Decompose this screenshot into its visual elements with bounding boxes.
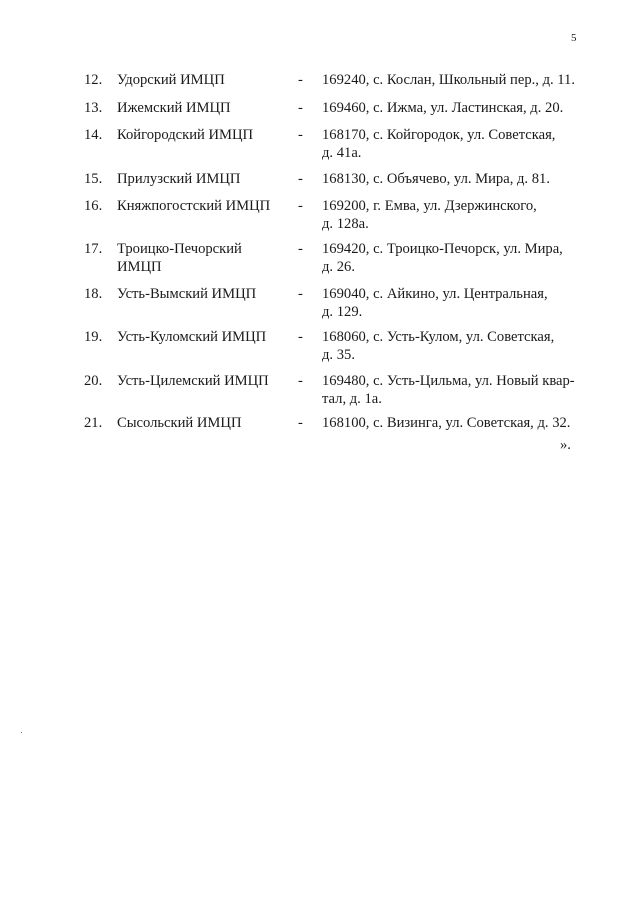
institution-address <box>322 126 590 162</box>
dash-separator: - <box>298 241 303 257</box>
address-line: 168170, с. Койгородок, ул. Советская, <box>322 127 556 143</box>
address-line: 169040, с. Айкино, ул. Центральная, <box>322 286 548 302</box>
dash-separator: - <box>298 373 303 389</box>
institution-name <box>117 197 287 215</box>
institution-address <box>322 197 590 233</box>
institution-name <box>117 285 287 303</box>
institution-name <box>117 71 287 89</box>
address-line: д. 129. <box>322 304 363 320</box>
address-line: 169420, с. Троицко-Печорск, ул. Мира, <box>322 241 563 257</box>
address-line: 168130, с. Объячево, ул. Мира, д. 81. <box>322 171 550 187</box>
scan-speck <box>21 732 22 733</box>
address-line: 169240, с. Кослан, Школьный пер., д. 11. <box>322 72 576 88</box>
institution-address <box>322 285 590 321</box>
institution-address <box>322 170 590 188</box>
institution-address-list <box>0 71 640 434</box>
institution-name <box>117 328 287 346</box>
dash-separator: - <box>298 100 303 116</box>
institution-name-line: Княжпогостский ИМЦП <box>117 198 271 214</box>
item-number: 18. <box>84 286 103 302</box>
address-line: тал, д. 1а. <box>322 391 382 407</box>
address-line: 168060, с. Усть-Кулом, ул. Советская, <box>322 329 555 345</box>
institution-name-line: Койгородский ИМЦП <box>117 127 254 143</box>
institution-name <box>117 240 287 276</box>
address-line: д. 41а. <box>322 145 362 161</box>
item-number: 17. <box>84 241 103 257</box>
item-number: 12. <box>84 72 103 88</box>
institution-name <box>117 126 287 144</box>
item-number: 14. <box>84 127 103 143</box>
item-number: 16. <box>84 198 103 214</box>
list-item <box>0 240 640 285</box>
item-number: 21. <box>84 415 103 431</box>
address-line: д. 128а. <box>322 216 369 232</box>
list-item <box>0 328 640 372</box>
institution-address <box>322 328 590 364</box>
institution-name-line: ИМЦП <box>117 259 162 275</box>
dash-separator: - <box>298 127 303 143</box>
institution-name-line: Усть-Цилемский ИМЦП <box>117 373 269 389</box>
closing-quote-mark: ». <box>560 437 571 453</box>
institution-address <box>322 372 590 408</box>
dash-separator: - <box>298 198 303 214</box>
list-item <box>0 99 640 126</box>
institution-name <box>117 372 287 390</box>
address-line: 168100, с. Визинга, ул. Советская, д. 32. <box>322 415 571 431</box>
item-number: 13. <box>84 100 103 116</box>
institution-name-line: Троицко-Печорский <box>117 241 242 257</box>
institution-address <box>322 414 590 432</box>
address-line: 169460, с. Ижма, ул. Ластинская, д. 20. <box>322 100 564 116</box>
list-item <box>0 285 640 328</box>
institution-name <box>117 414 287 432</box>
item-number: 15. <box>84 171 103 187</box>
page-number: 5 <box>571 32 577 44</box>
dash-separator: - <box>298 415 303 431</box>
list-item <box>0 126 640 170</box>
dash-separator: - <box>298 329 303 345</box>
item-number: 19. <box>84 329 103 345</box>
address-line: д. 26. <box>322 259 355 275</box>
institution-name <box>117 170 287 188</box>
institution-name-line: Прилузский ИМЦП <box>117 171 241 187</box>
institution-name-line: Усть-Вымский ИМЦП <box>117 286 257 302</box>
institution-name-line: Усть-Куломский ИМЦП <box>117 329 267 345</box>
institution-name-line: Удорский ИМЦП <box>117 72 225 88</box>
dash-separator: - <box>298 286 303 302</box>
institution-name <box>117 99 287 117</box>
address-line: 169480, с. Усть-Цильма, ул. Новый квар- <box>322 373 575 389</box>
list-item <box>0 372 640 414</box>
institution-name-line: Ижемский ИМЦП <box>117 100 231 116</box>
address-line: д. 35. <box>322 347 355 363</box>
dash-separator: - <box>298 72 303 88</box>
address-line: 169200, г. Емва, ул. Дзержинского, <box>322 198 537 214</box>
institution-name-line: Сысольский ИМЦП <box>117 415 242 431</box>
item-number: 20. <box>84 373 103 389</box>
dash-separator: - <box>298 171 303 187</box>
list-item <box>0 414 640 434</box>
list-item <box>0 170 640 197</box>
institution-address <box>322 99 590 117</box>
list-item <box>0 197 640 240</box>
institution-address <box>322 240 590 276</box>
institution-address <box>322 71 590 89</box>
list-item <box>0 71 640 99</box>
